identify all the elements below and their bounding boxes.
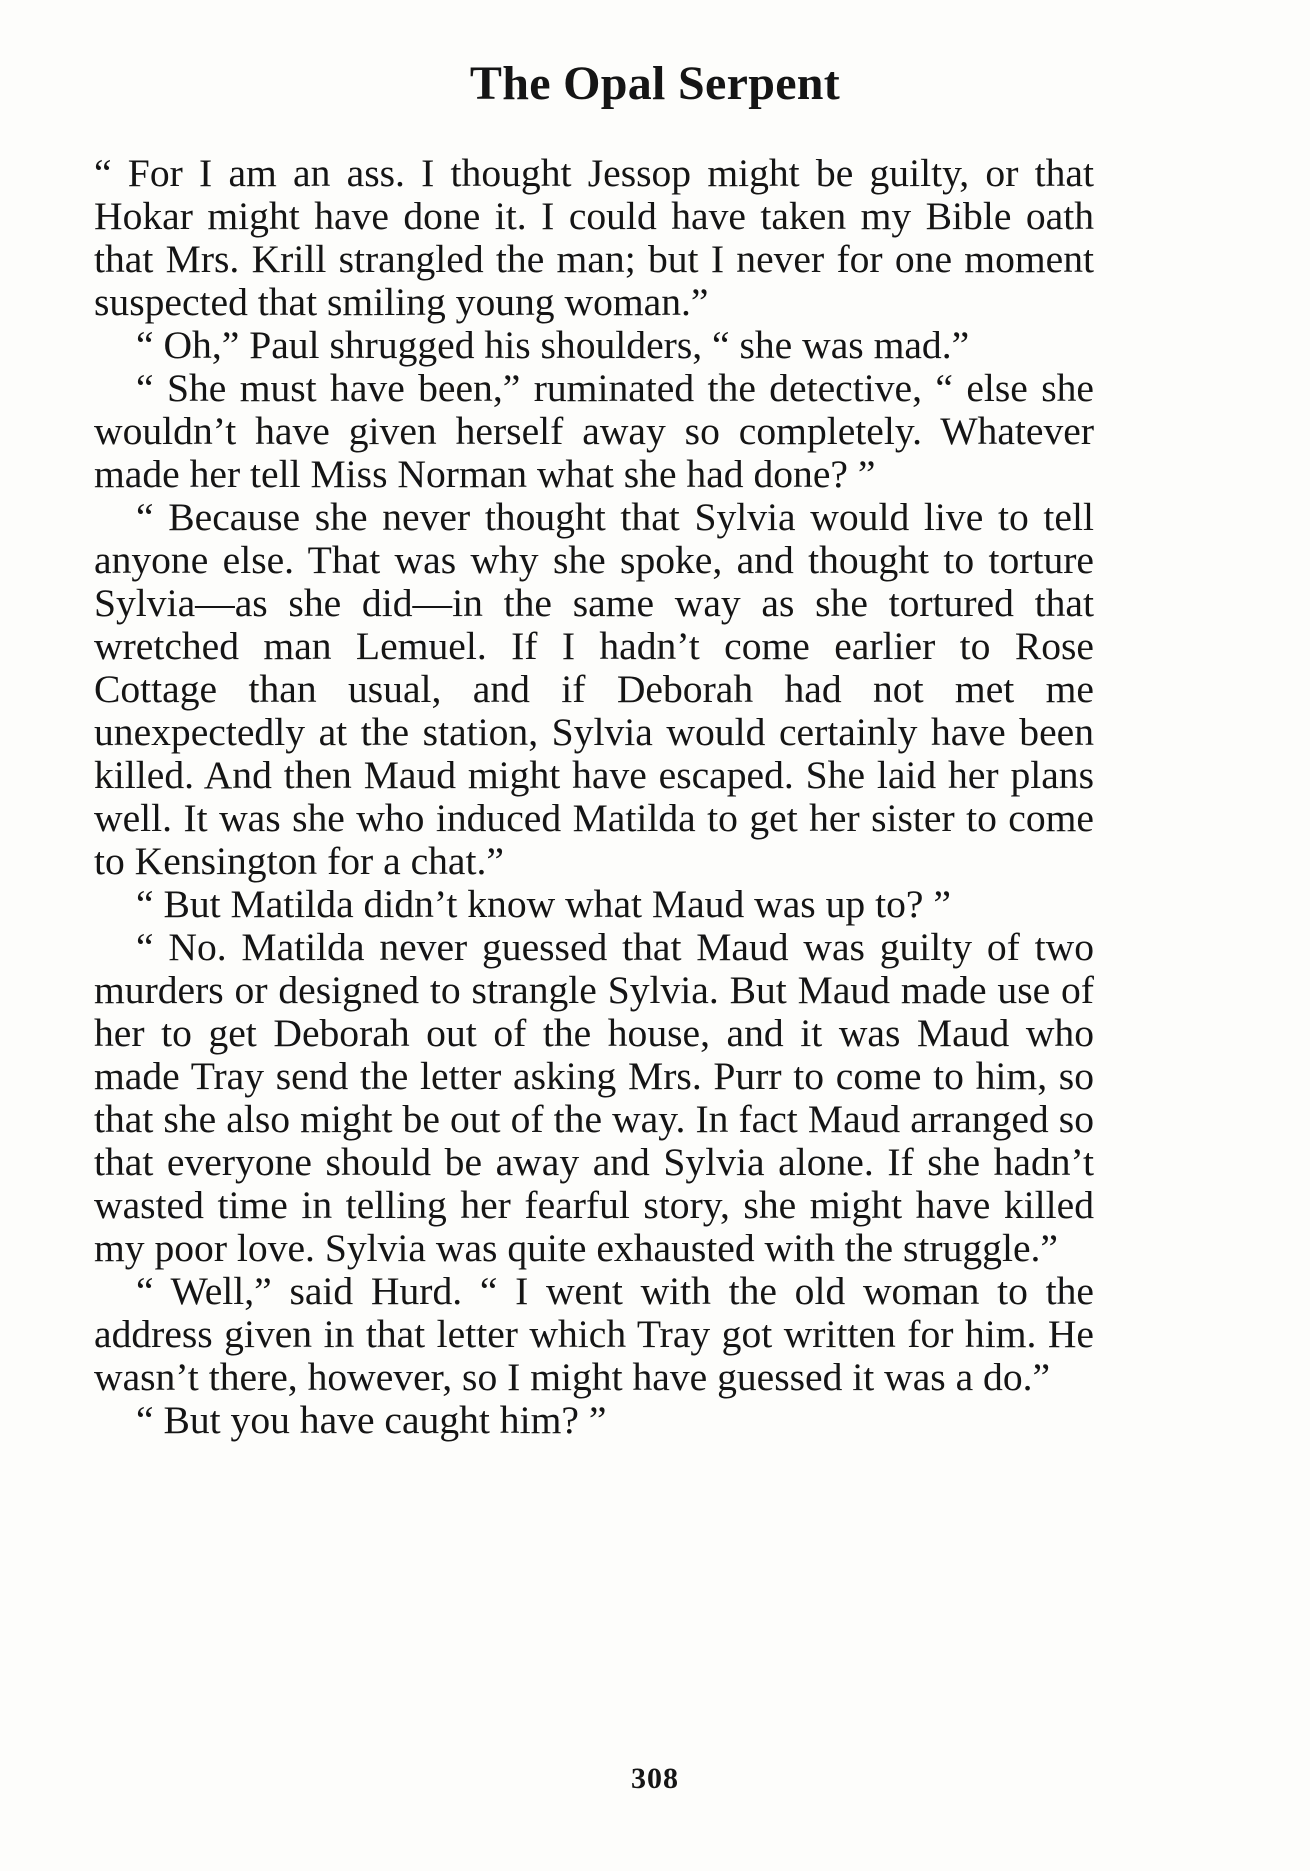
running-title: The Opal Serpent — [469, 57, 841, 110]
paragraph: “ For I am an ass. I thought Jessop might be guilty, or that Hokar might have done it. I could have taken my Bible oath that Mrs. Krill strangled the man; but I never for one moment suspected that smiling young woman.” — [94, 151, 1094, 324]
page-number: 308 — [631, 1762, 679, 1795]
paragraph: “ Oh,” Paul shrugged his shoulders, “ she was mad.” — [136, 323, 970, 367]
page-body — [94, 152, 1094, 1442]
paragraph: “ Well,” said Hurd. “ I went with the old woman to the address given in that letter which Tray got written for him. He wasn’t there, however, so I might have guessed it was a do.” — [94, 1269, 1094, 1399]
paragraph: “ She must have been,” ruminated the detective, “ else she wouldn’t have given herself away so completely. Whatever made her tell Miss Norman what she had done? ” — [94, 366, 1094, 496]
paragraph: “ But you have caught him? ” — [136, 1398, 607, 1442]
paragraph: “ Because she never thought that Sylvia would live to tell anyone else. That was why she spoke, and thought to torture Sylvia—as she did—in the same way as she tortured that wretched man Lemuel. If I hadn’t come earlier to Rose Cottage than usual, and if Deborah had not met me unexpectedly at the station, Sylvia would certainly have been killed. And then Maud might have escaped. She laid her plans well. It was she who induced Matilda to get her sister to come to Kensington for a chat.” — [94, 495, 1094, 883]
paragraph: “ But Matilda didn’t know what Maud was up to? ” — [136, 882, 951, 926]
paragraph: “ No. Matilda never guessed that Maud was guilty of two murders or designed to strangle Sylvia. But Maud made use of her to get Deborah out of the house, and it was Maud who made Tray send the letter asking Mrs. Purr to come to him, so that she also might be out of the way. In fact Maud arranged so that everyone should be away and Sylvia alone. If she hadn’t wasted time in telling her fearful story, she might have killed my poor love. Sylvia was quite exhausted with the struggle.” — [94, 925, 1094, 1270]
